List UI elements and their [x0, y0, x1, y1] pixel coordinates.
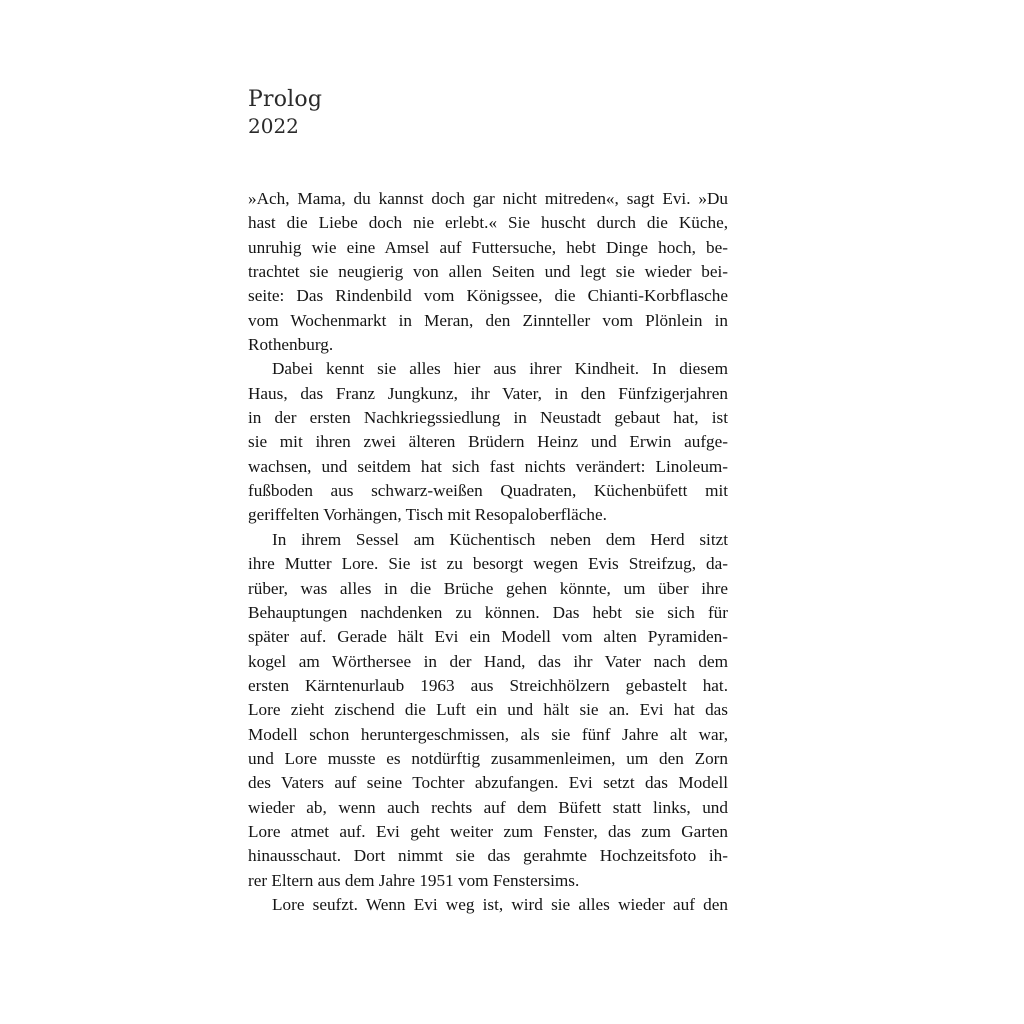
paragraph — [248, 528, 728, 893]
text-line: seite: Das Rindenbild vom Königssee, die Chianti-Korbflasche — [248, 286, 728, 306]
text-line: »Ach, Mama, du kannst doch gar nicht mitreden«, sagt Evi. »Du — [248, 189, 728, 208]
text-line: Lore atmet auf. Evi geht weiter zum Fenster, das zum Garten — [248, 821, 728, 841]
text-line: Behauptungen nachdenken zu können. Das hebt sie sich für — [248, 602, 728, 622]
text-line: fußboden aus schwarz-weißen Quadraten, Küchenbüfett mit — [248, 481, 728, 501]
text-line: Lore zieht zischend die Luft ein und hält sie an. Evi hat das — [248, 700, 728, 720]
text-line: In ihrem Sessel am Küchentisch neben dem Herd sitzt — [272, 529, 728, 549]
text-line: ersten Kärntenurlaub 1963 aus Streichhölzern gebastelt hat. — [248, 675, 728, 695]
text-line: sie mit ihren zwei älteren Brüdern Heinz und Erwin aufge- — [248, 432, 728, 452]
text-line: Dabei kennt sie alles hier aus ihrer Kindheit. In diesem — [272, 359, 728, 379]
body-text — [248, 187, 728, 917]
text-line: geriffelten Vorhängen, Tisch mit Resopaloberfläche. — [248, 505, 607, 525]
text-line: ihre Mutter Lore. Sie ist zu besorgt wegen Evis Streifzug, da- — [248, 554, 728, 574]
text-line: hinausschaut. Dort nimmt sie das gerahmte Hochzeitsfoto ih- — [248, 846, 728, 866]
text-line: Modell schon heruntergeschmissen, als sie fünf Jahre alt war, — [248, 724, 728, 744]
text-line: Lore seufzt. Wenn Evi weg ist, wird sie alles wieder auf den — [272, 894, 728, 914]
text-line: trachtet sie neugierig von allen Seiten und legt sie wieder bei- — [248, 262, 728, 282]
text-line: später auf. Gerade hält Evi ein Modell vom alten Pyramiden- — [248, 627, 728, 647]
text-line: vom Wochenmarkt in Meran, den Zinnteller vom Plönlein in — [248, 310, 728, 330]
text-line: rüber, was alles in die Brüche gehen könnte, um über ihre — [248, 578, 728, 598]
text-line: und Lore musste es notdürftig zusammenleimen, um den Zorn — [248, 748, 728, 768]
text-line: in der ersten Nachkriegssiedlung in Neustadt gebaut hat, ist — [248, 408, 728, 428]
text-line: hast die Liebe doch nie erlebt.« Sie huscht durch die Küche, — [248, 213, 728, 233]
text-line: wachsen, und seitdem hat sich fast nichts verändert: Linoleum- — [248, 456, 728, 476]
text-line: Haus, das Franz Jungkunz, ihr Vater, in den Fünfzigerjahren — [248, 383, 728, 403]
chapter-heading — [248, 86, 322, 138]
paragraph — [248, 893, 728, 917]
text-line: rer Eltern aus dem Jahre 1951 vom Fenstersims. — [248, 870, 580, 890]
text-line: wieder ab, wenn auch rechts auf dem Büfett statt links, und — [248, 797, 728, 817]
chapter-year: 2022 — [248, 114, 299, 138]
text-line: Rothenburg. — [248, 335, 334, 355]
paragraph — [248, 357, 728, 527]
text-line: des Vaters auf seine Tochter abzufangen. Evi setzt das Modell — [248, 773, 728, 793]
text-line: unruhig wie eine Amsel auf Futtersuche, hebt Dinge hoch, be- — [248, 237, 728, 257]
text-line: kogel am Wörthersee in der Hand, das ihr Vater nach dem — [248, 651, 728, 671]
chapter-title: Prolog — [248, 87, 323, 112]
paragraph — [248, 187, 728, 357]
